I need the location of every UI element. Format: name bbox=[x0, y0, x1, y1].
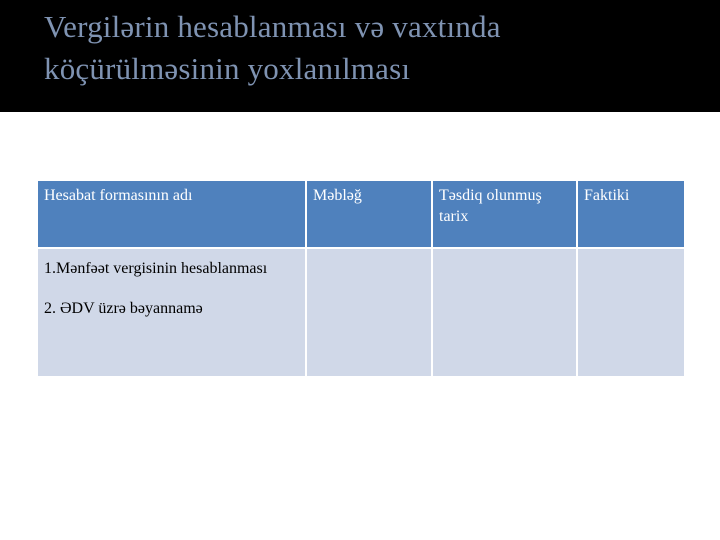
cell-content bbox=[433, 249, 576, 258]
header-actual bbox=[577, 180, 685, 248]
cell-content bbox=[307, 249, 431, 258]
cell-content bbox=[578, 249, 684, 258]
cell-report-form-name bbox=[37, 248, 306, 377]
cell-amount bbox=[306, 248, 432, 377]
header-report-form-name bbox=[37, 180, 306, 248]
header-label: Faktiki bbox=[584, 187, 630, 204]
cell-actual bbox=[577, 248, 685, 377]
title-bar bbox=[0, 0, 720, 112]
header-label: Hesabat formasının adı bbox=[44, 187, 193, 204]
slide-title: Vergilərin hesablanması və vaxtında köçürülməsinin yoxlanılması bbox=[44, 9, 501, 86]
header-label: Məbləğ bbox=[313, 187, 362, 204]
report-item: 2. ƏDV üzrə bəyannamə bbox=[44, 300, 203, 317]
header-amount bbox=[306, 180, 432, 248]
header-approved-date bbox=[432, 180, 577, 248]
cell-approved-date bbox=[432, 248, 577, 377]
report-item: 1.Mənfəət vergisinin hesablanması bbox=[44, 260, 268, 277]
table-header-row bbox=[37, 180, 685, 248]
table-row bbox=[37, 248, 685, 377]
header-label: Təsdiq olunmuş tarix bbox=[439, 187, 542, 225]
cell-content bbox=[38, 249, 305, 319]
report-table bbox=[36, 179, 686, 378]
